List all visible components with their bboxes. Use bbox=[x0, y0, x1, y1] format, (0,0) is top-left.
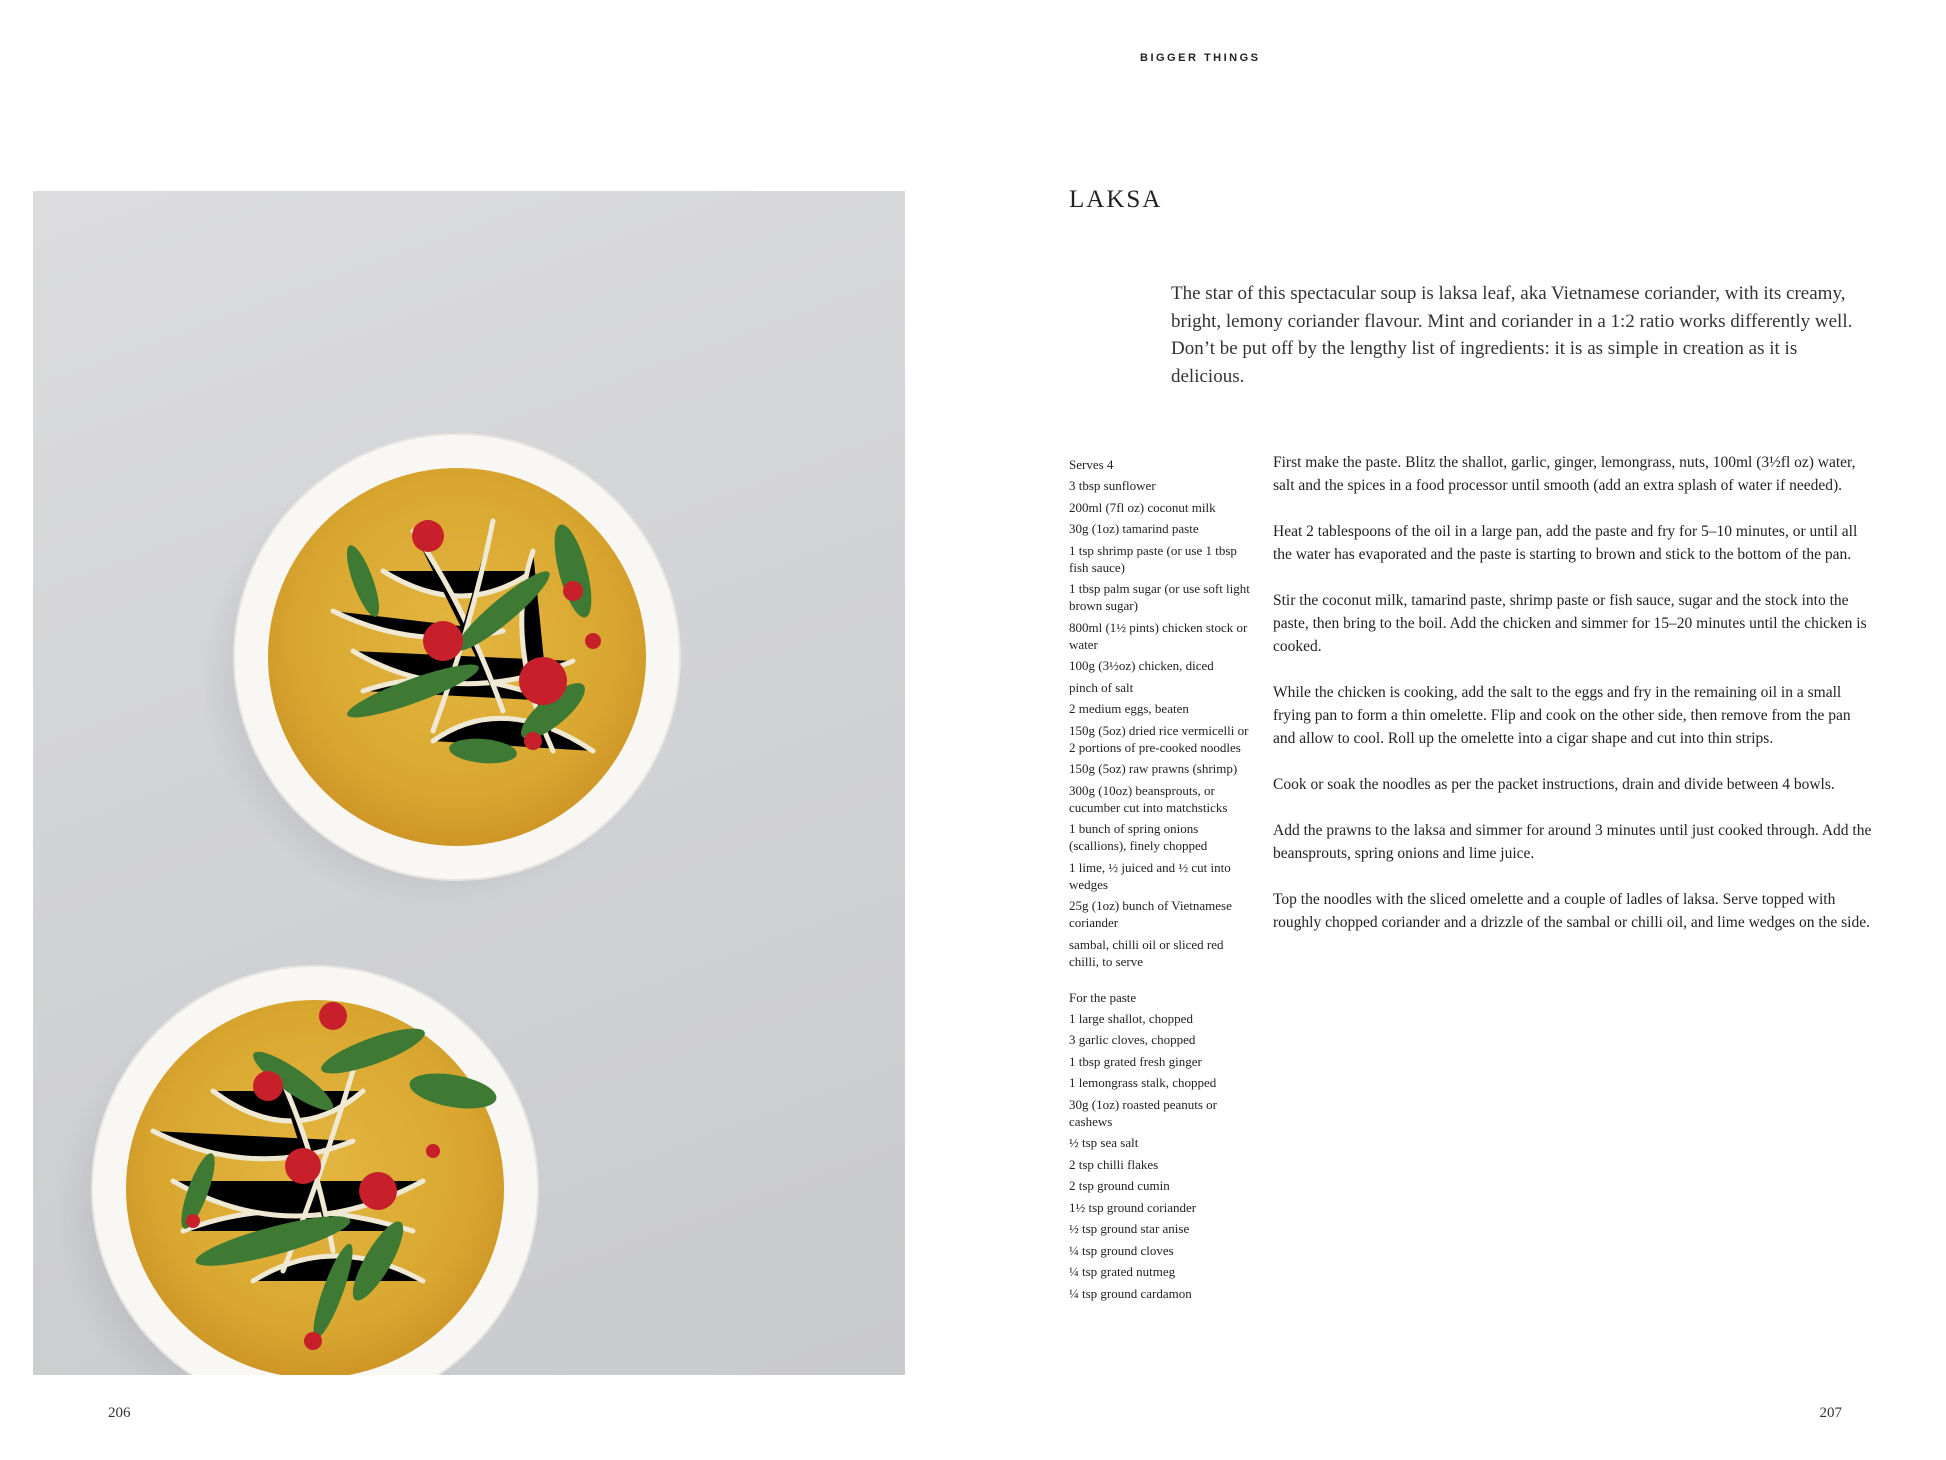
ingredient-item: 300g (10oz) beansprouts, or cucumber cut into matchsticks bbox=[1069, 782, 1228, 815]
paste-ingredient-list bbox=[1069, 1010, 1255, 1302]
method-column bbox=[1273, 451, 1873, 957]
recipe-title: LAKSA bbox=[1069, 186, 1163, 213]
paste-ingredient-item: 1½ tsp ground coriander bbox=[1069, 1199, 1197, 1215]
ingredient-item: 1 tsp shrimp paste (or use 1 tbsp fish sauce) bbox=[1069, 542, 1237, 575]
ingredient-item: 150g (5oz) raw prawns (shrimp) bbox=[1069, 761, 1238, 776]
paste-ingredient-item: ½ tsp sea salt bbox=[1069, 1135, 1139, 1150]
ingredients-column bbox=[1069, 456, 1255, 1306]
paste-ingredient-item: ¼ tsp grated nutmeg bbox=[1069, 1264, 1176, 1279]
paste-ingredient-item: 30g (1oz) roasted peanuts or cashews bbox=[1069, 1096, 1218, 1129]
ingredient-list bbox=[1069, 477, 1255, 970]
ingredient-item: 150g (5oz) dried rice vermicelli or 2 portions of pre-cooked noodles bbox=[1069, 722, 1249, 755]
method-step: Heat 2 tablespoons of the oil in a large pan, add the paste and fry for 5–10 minutes, or until all the water has evaporated and the paste is starting to brown and stick to the bottom of the pan. bbox=[1273, 523, 1858, 563]
paste-ingredient-item: 2 tsp ground cumin bbox=[1069, 1178, 1170, 1193]
ingredient-item: pinch of salt bbox=[1069, 679, 1134, 695]
bowl-lower bbox=[56, 966, 538, 1375]
ingredient-item: 200ml (7fl oz) coconut milk bbox=[1069, 499, 1216, 515]
ingredient-item: 1 bunch of spring onions (scallions), finely chopped bbox=[1069, 821, 1208, 853]
ingredient-item: 1 tbsp palm sugar (or use soft light brown sugar) bbox=[1069, 581, 1250, 613]
ingredient-item: 1 lime, ½ juiced and ½ cut into wedges bbox=[1069, 859, 1231, 892]
method-step: First make the paste. Blitz the shallot, garlic, ginger, lemongrass, nuts, 100ml (3½fl oz) water, salt and the spices in a food processor until smooth (add an extra splash of water if needed). bbox=[1273, 454, 1856, 494]
running-head: BIGGER THINGS bbox=[1140, 52, 1261, 64]
serves-heading: Serves 4 bbox=[1069, 457, 1114, 472]
method-step: Stir the coconut milk, tamarind paste, shrimp paste or fish sauce, sugar and the stock into the paste, then bring to the boil. Add the chicken and simmer for 15–20 minutes until the chicken is cooked. bbox=[1273, 592, 1867, 655]
paste-ingredient-item: ¼ tsp ground cardamon bbox=[1069, 1285, 1192, 1301]
paste-ingredient-item: ½ tsp ground star anise bbox=[1069, 1221, 1190, 1236]
method-step: Add the prawns to the laksa and simmer for around 3 minutes until just cooked through. Add the beansprouts, spring onions and lime juice. bbox=[1273, 822, 1872, 862]
bowl-upper bbox=[201, 434, 680, 907]
paste-heading: For the paste bbox=[1069, 989, 1137, 1005]
ingredient-item: sambal, chilli oil or sliced red chilli, to serve bbox=[1069, 936, 1224, 969]
paste-ingredient-item: ¼ tsp ground cloves bbox=[1069, 1242, 1174, 1258]
paste-ingredient-item: 1 lemongrass stalk, chopped bbox=[1069, 1075, 1217, 1090]
paste-ingredient-item: 1 large shallot, chopped bbox=[1069, 1010, 1193, 1026]
method-step: Top the noodles with the sliced omelette and a couple of ladles of laksa. Serve topped with roughly chopped coriander and a drizzle of the sambal or chilli oil, and lime wedges on the side. bbox=[1273, 891, 1870, 931]
ingredient-item: 2 medium eggs, beaten bbox=[1069, 701, 1189, 716]
ingredient-item: 30g (1oz) tamarind paste bbox=[1069, 521, 1199, 536]
paste-ingredient-item: 2 tsp chilli flakes bbox=[1069, 1156, 1159, 1172]
method-step: While the chicken is cooking, add the salt to the eggs and fry in the remaining oil in a small frying pan to form a thin omelette. Flip and cook on the other side, then remove from the pan and allow to cool. Roll up the omelette into a cigar shape and cut into thin strips. bbox=[1273, 684, 1851, 747]
paste-ingredient-item: 3 garlic cloves, chopped bbox=[1069, 1032, 1196, 1047]
laksa-bowls-illustration bbox=[33, 191, 905, 1375]
ingredient-item: 100g (3½oz) chicken, diced bbox=[1069, 658, 1214, 673]
right-page bbox=[973, 0, 1946, 1460]
recipe-intro: The star of this spectacular soup is laksa leaf, aka Vietnamese coriander, with its creamy, bright, lemony coriander flavour. Mint and coriander in a 1:2 ratio works differently well. Don’t be put off by the lengthy list of ingredients: it is as simple in creation as it is delicious. bbox=[1171, 283, 1853, 387]
method-step: Cook or soak the noodles as per the packet instructions, drain and divide between 4 bowls. bbox=[1273, 776, 1835, 793]
page-number-right: 207 bbox=[1819, 1405, 1842, 1421]
ingredient-item: 25g (1oz) bunch of Vietnamese coriander bbox=[1069, 898, 1232, 930]
paste-ingredient-item: 1 tbsp grated fresh ginger bbox=[1069, 1053, 1202, 1069]
ingredient-item: 3 tbsp sunflower bbox=[1069, 478, 1156, 493]
ingredient-item: 800ml (1½ pints) chicken stock or water bbox=[1069, 619, 1248, 652]
laksa-photo bbox=[33, 191, 905, 1375]
page-number-left: 206 bbox=[108, 1405, 131, 1421]
